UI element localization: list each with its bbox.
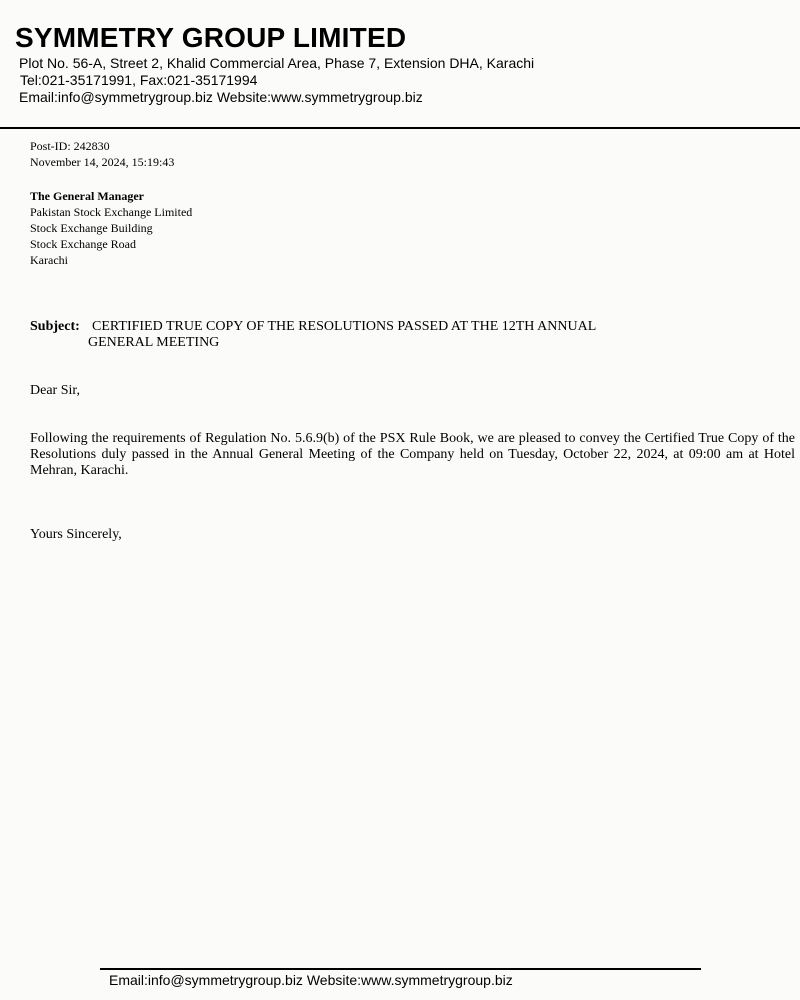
salutation: Dear Sir,	[30, 383, 80, 398]
company-email-website: Email:info@symmetrygroup.biz Website:www.symmetrygroup.biz	[19, 89, 423, 105]
company-name: SYMMETRY GROUP LIMITED	[15, 22, 407, 53]
company-address: Plot No. 56-A, Street 2, Khalid Commercial Area, Phase 7, Extension DHA, Karachi	[19, 55, 535, 71]
subject-text-continued: GENERAL MEETING	[88, 335, 220, 350]
subject-text: CERTIFIED TRUE COPY OF THE RESOLUTIONS PASSED AT THE 12TH ANNUAL	[92, 319, 597, 334]
recipient-line: Karachi	[30, 253, 68, 267]
closing: Yours Sincerely,	[30, 527, 122, 542]
recipient-line: Stock Exchange Building	[30, 221, 153, 235]
recipient-line: Stock Exchange Road	[30, 237, 136, 251]
post-date: November 14, 2024, 15:19:43	[30, 155, 175, 169]
letter-body: Following the requirements of Regulation No. 5.6.9(b) of the PSX Rule Book, we are pleased to convey the Certified True Copy of the Resolutions duly passed in the Annual General Meeting of the Company held on Tuesday, October 22, 2024, at 09:00 am at Hotel Mehran, Karachi.	[30, 431, 795, 478]
footer-divider	[100, 968, 701, 970]
subject-label: Subject:	[30, 319, 80, 334]
recipient-address	[30, 188, 192, 268]
header-divider	[0, 127, 800, 129]
recipient-title: The General Manager	[30, 189, 144, 203]
company-tel-fax: Tel:021-35171991, Fax:021-35171994	[20, 72, 258, 88]
post-id: Post-ID: 242830	[30, 139, 110, 153]
recipient-line: Pakistan Stock Exchange Limited	[30, 205, 193, 219]
footer-email-website: Email:info@symmetrygroup.biz Website:www.symmetrygroup.biz	[109, 972, 513, 988]
